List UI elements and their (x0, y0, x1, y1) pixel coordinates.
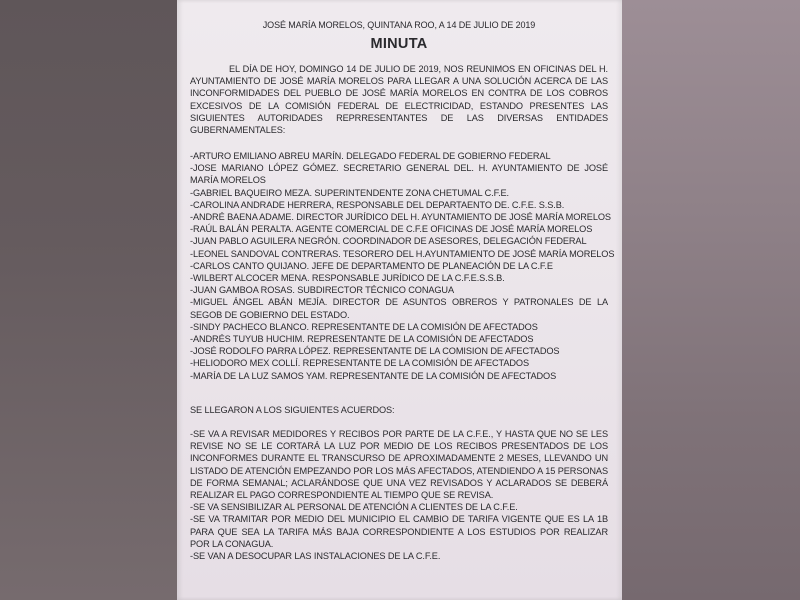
attendee-item: -JUAN PABLO AGUILERA NEGRÓN. COORDINADOR DE ASESORES, DELEGACIÓN FEDERAL (190, 236, 587, 247)
attendee-item: -HELIODORO MEX COLLÍ. REPRESENTANTE DE LA COMISIÓN DE AFECTADOS (190, 358, 529, 369)
background-left (0, 0, 178, 600)
attendee-item: -ANDRÉS TUYUB HUCHIM. REPRESENTANTE DE LA COMISIÓN DE AFECTADOS (190, 334, 534, 345)
agreements-heading: SE LLEGARON A LOS SIGUIENTES ACUERDOS: (190, 405, 395, 415)
document-title: MINUTA (370, 36, 428, 52)
background-right (622, 0, 800, 600)
attendee-item: -MIGUEL ÁNGEL ABÁN MEJÍA. DIRECTOR DE ASUNTOS OBREROS Y PATRONALES DE LA SEGOB DE GOBIERNO DEL ESTADO. (190, 297, 608, 320)
place-and-date: JOSÉ MARÍA MORELOS, QUINTANA ROO, A 14 DE JULIO DE 2019 (262, 20, 536, 30)
attendee-item: -ANDRÉ BAENA ADAME. DIRECTOR JURÍDICO DEL H. AYUNTAMIENTO DE JOSÉ MARÍA MORELOS (190, 212, 611, 223)
attendee-item: -WILBERT ALCOCER MENA. RESPONSABLE JURÍDICO DE LA C.F.E.S.S.B. (190, 273, 505, 284)
attendee-item: -CARLOS CANTO QUIJANO. JEFE DE DEPARTAMENTO DE PLANEACIÓN DE LA C.F.E (190, 260, 553, 271)
agreement-item: -SE VA TRAMITAR POR MEDIO DEL MUNICIPIO EL CAMBIO DE TARIFA VIGENTE QUE ES LA 1B PARA QUE SEA LA TARIFA MÁS BAJA CORRESPONDIENTE A LOS ESTUDIOS POR REALIZAR POR LA CONAGUA. (190, 514, 608, 549)
attendee-item: -JOSE MARIANO LÓPEZ GÓMEZ. SECRETARIO GENERAL DEL. H. AYUNTAMIENTO DE JOSÉ MARÍA MORELOS (190, 163, 608, 186)
attendee-item: -MARÍA DE LA LUZ SAMOS YAM. REPRESENTANTE DE LA COMISIÓN DE AFECTADOS (190, 370, 557, 381)
attendee-item: -JOSÉ RODOLFO PARRA LÓPEZ. REPRESENTANTE DE LA COMISION DE AFECTADOS (190, 346, 560, 357)
agreements-list (190, 428, 608, 562)
intro-paragraph: EL DÍA DE HOY, DOMINGO 14 DE JULIO DE 2019, NOS REUNIMOS EN OFICINAS DEL H. AYUNTAMIENTO DE JOSÉ MARÍA MORELOS PARA LLEGAR A UNA SOLUCIÓN ACERCA DE LAS INCONFORMIDADES DEL PUEBLO DE JOSÉ MARÍA MORELOS EN CONTRA DE LOS COBROS EXCESIVOS DE LA COMISIÓN FEDERAL DE ELECTRICIDAD, ESTANDO PRESENTES LAS SIGUIENTES AUTORIDADES REPRRESENTANTES DE LAS DIVERSAS ENTIDADES GUBERNAMENTALES: (190, 64, 608, 136)
agreement-item: -SE VA A REVISAR MEDIDORES Y RECIBOS POR PARTE DE LA C.F.E., Y HASTA QUE NO SE LES REVISE NO SE LE CORTARÁ LA LUZ POR MEDIO DE LOS RECIBOS PRESENTADOS DE LOS INCONFORMES DURANTE EL TRANSCURSO DE APROXIMADAMENTE 2 MESES, LLEVANDO UN LISTADO DE ATENCIÓN EMPEZANDO POR LOS MÁS AFECTADOS, ATENDIENDO A 15 PERSONAS DE FORMA SEMANAL; ACLARÁNDOSE QUE UNA VEZ REVISADOS Y ACLARADOS SE DEBERÁ REALIZAR EL PAGO CORRESPONDIENTE AL TIEMPO QUE SE REVISA. (190, 429, 608, 501)
attendee-item: -CAROLINA ANDRADE HERRERA, RESPONSABLE DEL DEPARTAENTO DE. C.F.E. S.S.B. (190, 199, 565, 210)
agreement-item: -SE VAN A DESOCUPAR LAS INSTALACIONES DE LA C.F.E. (190, 551, 441, 562)
attendee-list (190, 150, 615, 382)
attendee-item: -SINDY PACHECO BLANCO. REPRESENTANTE DE LA COMISIÓN DE AFECTADOS (190, 321, 538, 332)
attendee-item: -RAÚL BALÁN PERALTA. AGENTE COMERCIAL DE C.F.E OFICINAS DE JOSÉ MARÍA MORELOS (190, 224, 593, 235)
attendee-item: -JUAN GAMBOA ROSAS. SUBDIRECTOR TÉCNICO CONAGUA (190, 285, 454, 296)
paper-sheet (177, 0, 622, 600)
attendee-item: -LEONEL SANDOVAL CONTRERAS. TESORERO DEL H.AYUNTAMIENTO DE JOSÉ MARÍA MORELOS (190, 248, 615, 259)
attendee-item: -ARTURO EMILIANO ABREU MARÍN. DELEGADO FEDERAL DE GOBIERNO FEDERAL (190, 151, 551, 161)
agreement-item: -SE VA SENSIBILIZAR AL PERSONAL DE ATENCIÓN A CLIENTES DE LA C.F.E. (190, 502, 518, 513)
attendee-item: -GABRIEL BAQUEIRO MEZA. SUPERINTENDENTE ZONA CHETUMAL C.F.E. (190, 187, 510, 198)
